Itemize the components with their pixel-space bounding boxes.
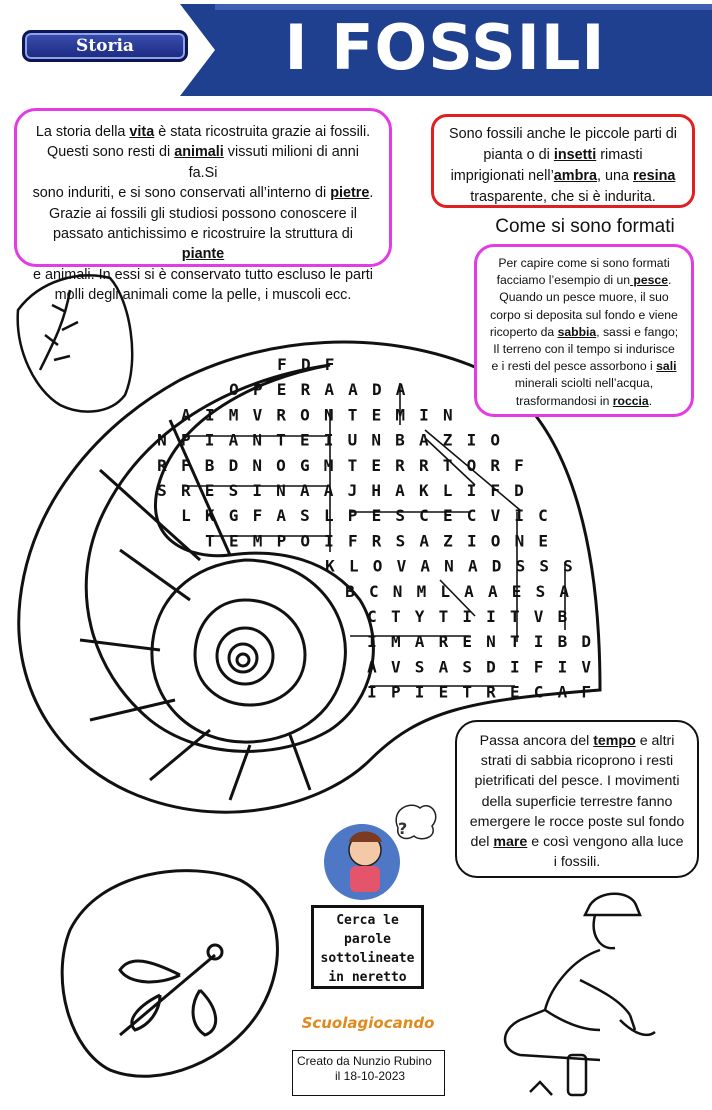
text-line: trasparente, che si è indurita. <box>470 189 656 205</box>
text-line: facciamo l’esempio di un pesce. <box>496 273 672 288</box>
keyword: sabbia <box>557 324 597 339</box>
grid-letter: V <box>533 607 544 626</box>
text-line: trasformandosi in roccia. <box>515 393 653 408</box>
scuolagiocando-logo <box>298 1006 438 1040</box>
grid-letter: V <box>396 556 407 576</box>
text-line: Passa ancora del tempo e altri <box>479 733 675 749</box>
grid-letter: J <box>347 481 358 500</box>
grid-letter: I <box>557 657 568 677</box>
dragonfly-fossil-stone-drawing <box>62 871 277 1077</box>
grid-letter: T <box>347 405 358 425</box>
grid-letter: S <box>228 481 239 500</box>
grid-letter: B <box>395 430 405 450</box>
grid-letter: E <box>538 531 549 551</box>
fish-example-textbox <box>474 244 694 417</box>
instruction-box <box>311 905 424 989</box>
grid-letter: R <box>180 481 191 500</box>
grid-letter: M <box>416 581 427 601</box>
grid-letter: R <box>300 380 311 400</box>
grid-letter: E <box>371 506 382 526</box>
grid-letter: I <box>367 682 377 702</box>
grid-letter: A <box>438 657 449 677</box>
grid-letter: E <box>438 682 449 702</box>
svg-text:?: ? <box>398 819 408 838</box>
grid-letter: N <box>442 405 453 425</box>
grid-letter: B <box>204 455 215 475</box>
text-line: pianta o di insetti rimasti <box>483 147 643 163</box>
grid-letter: P <box>180 430 191 450</box>
grid-letter: F <box>581 682 592 702</box>
grid-letter: I <box>419 405 429 425</box>
grid-letter: C <box>533 682 544 702</box>
grid-letter: R <box>395 455 405 475</box>
grid-letter: O <box>466 455 477 475</box>
grid-letter: E <box>442 506 453 526</box>
grid-letter: B <box>345 581 355 601</box>
grid-letter: M <box>228 405 239 425</box>
grid-letter: R <box>438 632 449 652</box>
text-line: Quando un pesce muore, il suo <box>499 290 669 305</box>
keyword: roccia <box>612 393 649 408</box>
grid-letter: B <box>557 632 568 652</box>
amber-textbox <box>431 114 695 208</box>
grid-letter: A <box>228 430 239 450</box>
instruction-line: parole <box>344 932 391 947</box>
grid-letter: L <box>442 481 453 500</box>
text-line: passato antichissimo e ricostruire la struttura di piante <box>53 226 353 263</box>
keyword: ambra <box>553 168 597 184</box>
text-line: i fossili. <box>553 854 601 871</box>
text-line: e i resti del pesce assorbono i sali <box>491 359 677 374</box>
grid-letter: C <box>419 506 429 526</box>
grid-letter: L <box>181 506 191 526</box>
grid-letter: N <box>276 481 286 500</box>
grid-letter: O <box>276 455 286 475</box>
grid-letter: M <box>395 405 406 425</box>
keyword: pesce <box>630 273 668 288</box>
grid-letter: T <box>205 531 215 551</box>
grid-letter: I <box>323 430 334 450</box>
grid-letter: N <box>252 455 263 475</box>
grid-letter: L <box>440 581 451 601</box>
grid-letter: U <box>347 430 358 450</box>
category-badge <box>22 30 188 62</box>
grid-letter: V <box>252 405 263 425</box>
grid-letter: D <box>228 455 239 475</box>
grid-letter: S <box>462 657 473 677</box>
credit-box <box>292 1050 445 1096</box>
grid-letter: Y <box>414 607 425 626</box>
grid-letter: R <box>371 531 382 551</box>
grid-letter: P <box>276 531 287 551</box>
keyword: pietre <box>330 185 370 202</box>
grid-letter: S <box>395 506 406 526</box>
grid-letter: T <box>276 430 286 450</box>
grid-letter: I <box>204 430 215 450</box>
grid-letter: D <box>581 632 592 652</box>
grid-letter: Z <box>443 531 453 551</box>
grid-letter: A <box>323 481 334 500</box>
grid-letter: S <box>515 556 526 576</box>
grid-letter: P <box>390 682 401 702</box>
text-line: sono induriti, e si sono conservati all’interno di pietre. <box>32 185 374 202</box>
grid-letter: N <box>444 556 454 576</box>
grid-letter: I <box>252 481 263 500</box>
thinking-boy-drawing <box>324 805 436 900</box>
grid-letter: M <box>323 455 334 475</box>
text-line: Grazie ai fossili gli studiosi possono conoscere il <box>49 205 357 222</box>
grid-letter: A <box>181 405 191 425</box>
grid-letter: D <box>486 657 496 677</box>
grid-letter: S <box>157 481 167 500</box>
grid-letter: N <box>392 581 403 601</box>
instruction-line: Cerca le <box>336 913 399 928</box>
grid-letter: K <box>325 556 335 576</box>
grid-letter: A <box>367 657 377 677</box>
grid-letter: S <box>300 506 310 526</box>
instruction-line: in neretto <box>328 970 407 985</box>
text-line: minerali sciolti nell’acqua, <box>514 376 654 391</box>
grid-letter: I <box>533 632 544 652</box>
grid-letter: D <box>491 556 502 576</box>
page-title: I FOSSILI <box>284 11 606 84</box>
text-line: imprigionati nell’ambra, una resina <box>450 168 676 184</box>
credit-author: Creato da Nunzio Rubino <box>297 1054 432 1068</box>
keyword: animali <box>174 144 224 161</box>
grid-letter: S <box>539 556 550 576</box>
grid-letter: S <box>535 581 546 601</box>
keyword: piante <box>181 246 225 263</box>
grid-letter: B <box>557 607 568 626</box>
grid-letter: K <box>418 481 429 500</box>
grid-letter: R <box>418 455 429 475</box>
intro-textbox <box>14 108 392 304</box>
grid-letter: A <box>420 556 431 576</box>
grid-letter: I <box>462 607 473 626</box>
grid-letter: T <box>347 455 358 475</box>
grid-letter: S <box>395 531 406 551</box>
grid-letter: E <box>371 455 382 475</box>
grid-letter: F <box>514 455 524 475</box>
grid-letter: N <box>371 430 382 450</box>
grid-letter: C <box>367 607 377 626</box>
grid-letter: I <box>486 607 496 626</box>
text-line: Per capire come si sono formati <box>498 256 670 270</box>
grid-letter: F <box>180 455 191 475</box>
text-line: La storia della vita è stata ricostruita grazie ai fossili. <box>35 124 371 140</box>
grid-letter: P <box>252 380 263 400</box>
text-line: ricoperto da sabbia, sassi e fango; <box>489 324 679 339</box>
grid-letter: T <box>438 607 449 626</box>
grid-letter: I <box>414 682 425 702</box>
grid-letter: F <box>252 506 263 526</box>
grid-letter: A <box>418 430 429 450</box>
grid-letter: R <box>490 455 501 475</box>
grid-letter: A <box>467 556 478 576</box>
grid-letter: T <box>509 632 520 652</box>
grid-letter: A <box>324 380 335 400</box>
time-textbox <box>455 720 699 878</box>
grid-letter: O <box>300 531 311 551</box>
keyword: resina <box>633 168 676 184</box>
grid-letter: H <box>371 481 382 500</box>
grid-letter: A <box>559 581 570 601</box>
grid-letter: N <box>323 405 334 425</box>
grid-letter: A <box>487 581 498 601</box>
grid-letter: T <box>442 455 453 475</box>
category-badge-label: Storia <box>76 36 134 56</box>
grid-letter: S <box>563 556 573 576</box>
grid-letter: A <box>276 506 287 526</box>
grid-letter: R <box>276 405 287 425</box>
grid-letter: A <box>464 581 474 601</box>
text-line: Sono fossili anche le piccole parti di <box>449 126 677 142</box>
grid-letter: M <box>252 531 263 551</box>
grid-letter: Z <box>442 430 453 450</box>
grid-letter: V <box>581 657 592 677</box>
grid-letter: O <box>490 430 501 450</box>
grid-letter: I <box>466 531 477 551</box>
grid-letter: E <box>204 481 215 500</box>
grid-letter: N <box>486 632 496 652</box>
grid-letter: N <box>514 531 525 551</box>
grid-letter: N <box>252 430 263 450</box>
grid-letter: I <box>324 531 334 551</box>
section-subtitle: Come si sono formati <box>495 216 675 237</box>
text-line: corpo si deposita sul fondo e viene <box>490 307 678 322</box>
grid-letter: T <box>390 607 401 626</box>
grid-letter: G <box>228 506 239 526</box>
keyword: mare <box>493 834 528 851</box>
grid-letter: O <box>490 531 501 551</box>
grid-letter: D <box>514 481 524 500</box>
grid-letter: F <box>533 657 544 677</box>
grid-letter: V <box>490 506 501 526</box>
grid-letter: R <box>486 682 496 702</box>
grid-letter: F <box>277 355 287 374</box>
grid-letter: A <box>419 531 430 551</box>
grid-letter: O <box>300 405 310 425</box>
grid-letter: E <box>299 430 310 450</box>
grid-letter: E <box>371 405 382 425</box>
grid-letter: I <box>466 481 477 500</box>
grid-letter: R <box>157 455 167 475</box>
grid-letter: I <box>204 405 215 425</box>
keyword: vita <box>129 124 155 140</box>
grid-letter: S <box>414 657 425 677</box>
grid-letter: F <box>490 481 501 500</box>
keyword: sali <box>656 359 677 374</box>
grid-letter: T <box>509 607 520 626</box>
credit-date: il 18-10-2023 <box>335 1069 406 1083</box>
text-line: del mare e così vengono alla luce <box>470 834 684 851</box>
text-line: Il terreno con il tempo si indurisce <box>493 342 675 357</box>
grid-letter: V <box>390 657 401 677</box>
grid-letter: D <box>371 380 382 400</box>
grid-letter: T <box>462 682 473 702</box>
grid-letter: A <box>348 380 358 400</box>
grid-letter: P <box>347 506 358 526</box>
grid-letter: A <box>395 481 405 500</box>
grid-letter: L <box>348 556 359 576</box>
text-line: pietrificati del pesce. I movimenti <box>474 773 680 790</box>
grid-letter: C <box>466 506 477 526</box>
grid-letter: I <box>514 506 525 526</box>
grid-letter: I <box>509 657 520 677</box>
text-line: strati di sabbia ricoprono i resti <box>480 753 674 770</box>
grid-letter: O <box>229 380 239 400</box>
grid-letter: N <box>157 430 167 450</box>
grid-letter: A <box>299 481 310 500</box>
text-line: molli degli animali come la pelle, i muscoli ecc. <box>54 287 352 304</box>
grid-letter: I <box>466 430 477 450</box>
grid-letter: E <box>228 531 239 551</box>
grid-letter: G <box>299 455 310 475</box>
keyword: tempo <box>593 733 636 749</box>
text-line: della superficie terrestre fanno <box>481 793 673 810</box>
grid-letter: F <box>324 355 335 374</box>
grid-letter: L <box>323 506 334 526</box>
grid-letter: C <box>368 581 379 601</box>
grid-letter: E <box>276 380 287 400</box>
grid-letter: A <box>395 380 406 400</box>
grid-letter: O <box>372 556 383 576</box>
grid-letter: A <box>414 632 425 652</box>
keyword: insetti <box>553 147 597 163</box>
instruction-line: sottolineate <box>320 951 415 966</box>
grid-letter: E <box>511 581 522 601</box>
grid-letter: M <box>390 632 401 652</box>
grid-letter: C <box>538 506 548 526</box>
grid-letter: I <box>367 632 377 652</box>
grid-letter: K <box>204 506 215 526</box>
text-line: emergere le rocce poste sul fondo <box>469 813 685 830</box>
text-line: Questi sono resti di animali vissuti milioni di anni fa.Si <box>47 144 359 181</box>
grid-letter: A <box>557 682 568 702</box>
grid-letter: E <box>462 632 473 652</box>
grid-letter: E <box>509 682 520 702</box>
kneeling-paleontologist-drawing <box>505 894 655 1095</box>
logo-text: Scuolagiocando <box>301 1014 435 1032</box>
text-line: e animali. In essi si è conservato tutto escluso le parti <box>33 266 373 283</box>
grid-letter: D <box>300 355 311 374</box>
grid-letter: F <box>347 531 358 551</box>
